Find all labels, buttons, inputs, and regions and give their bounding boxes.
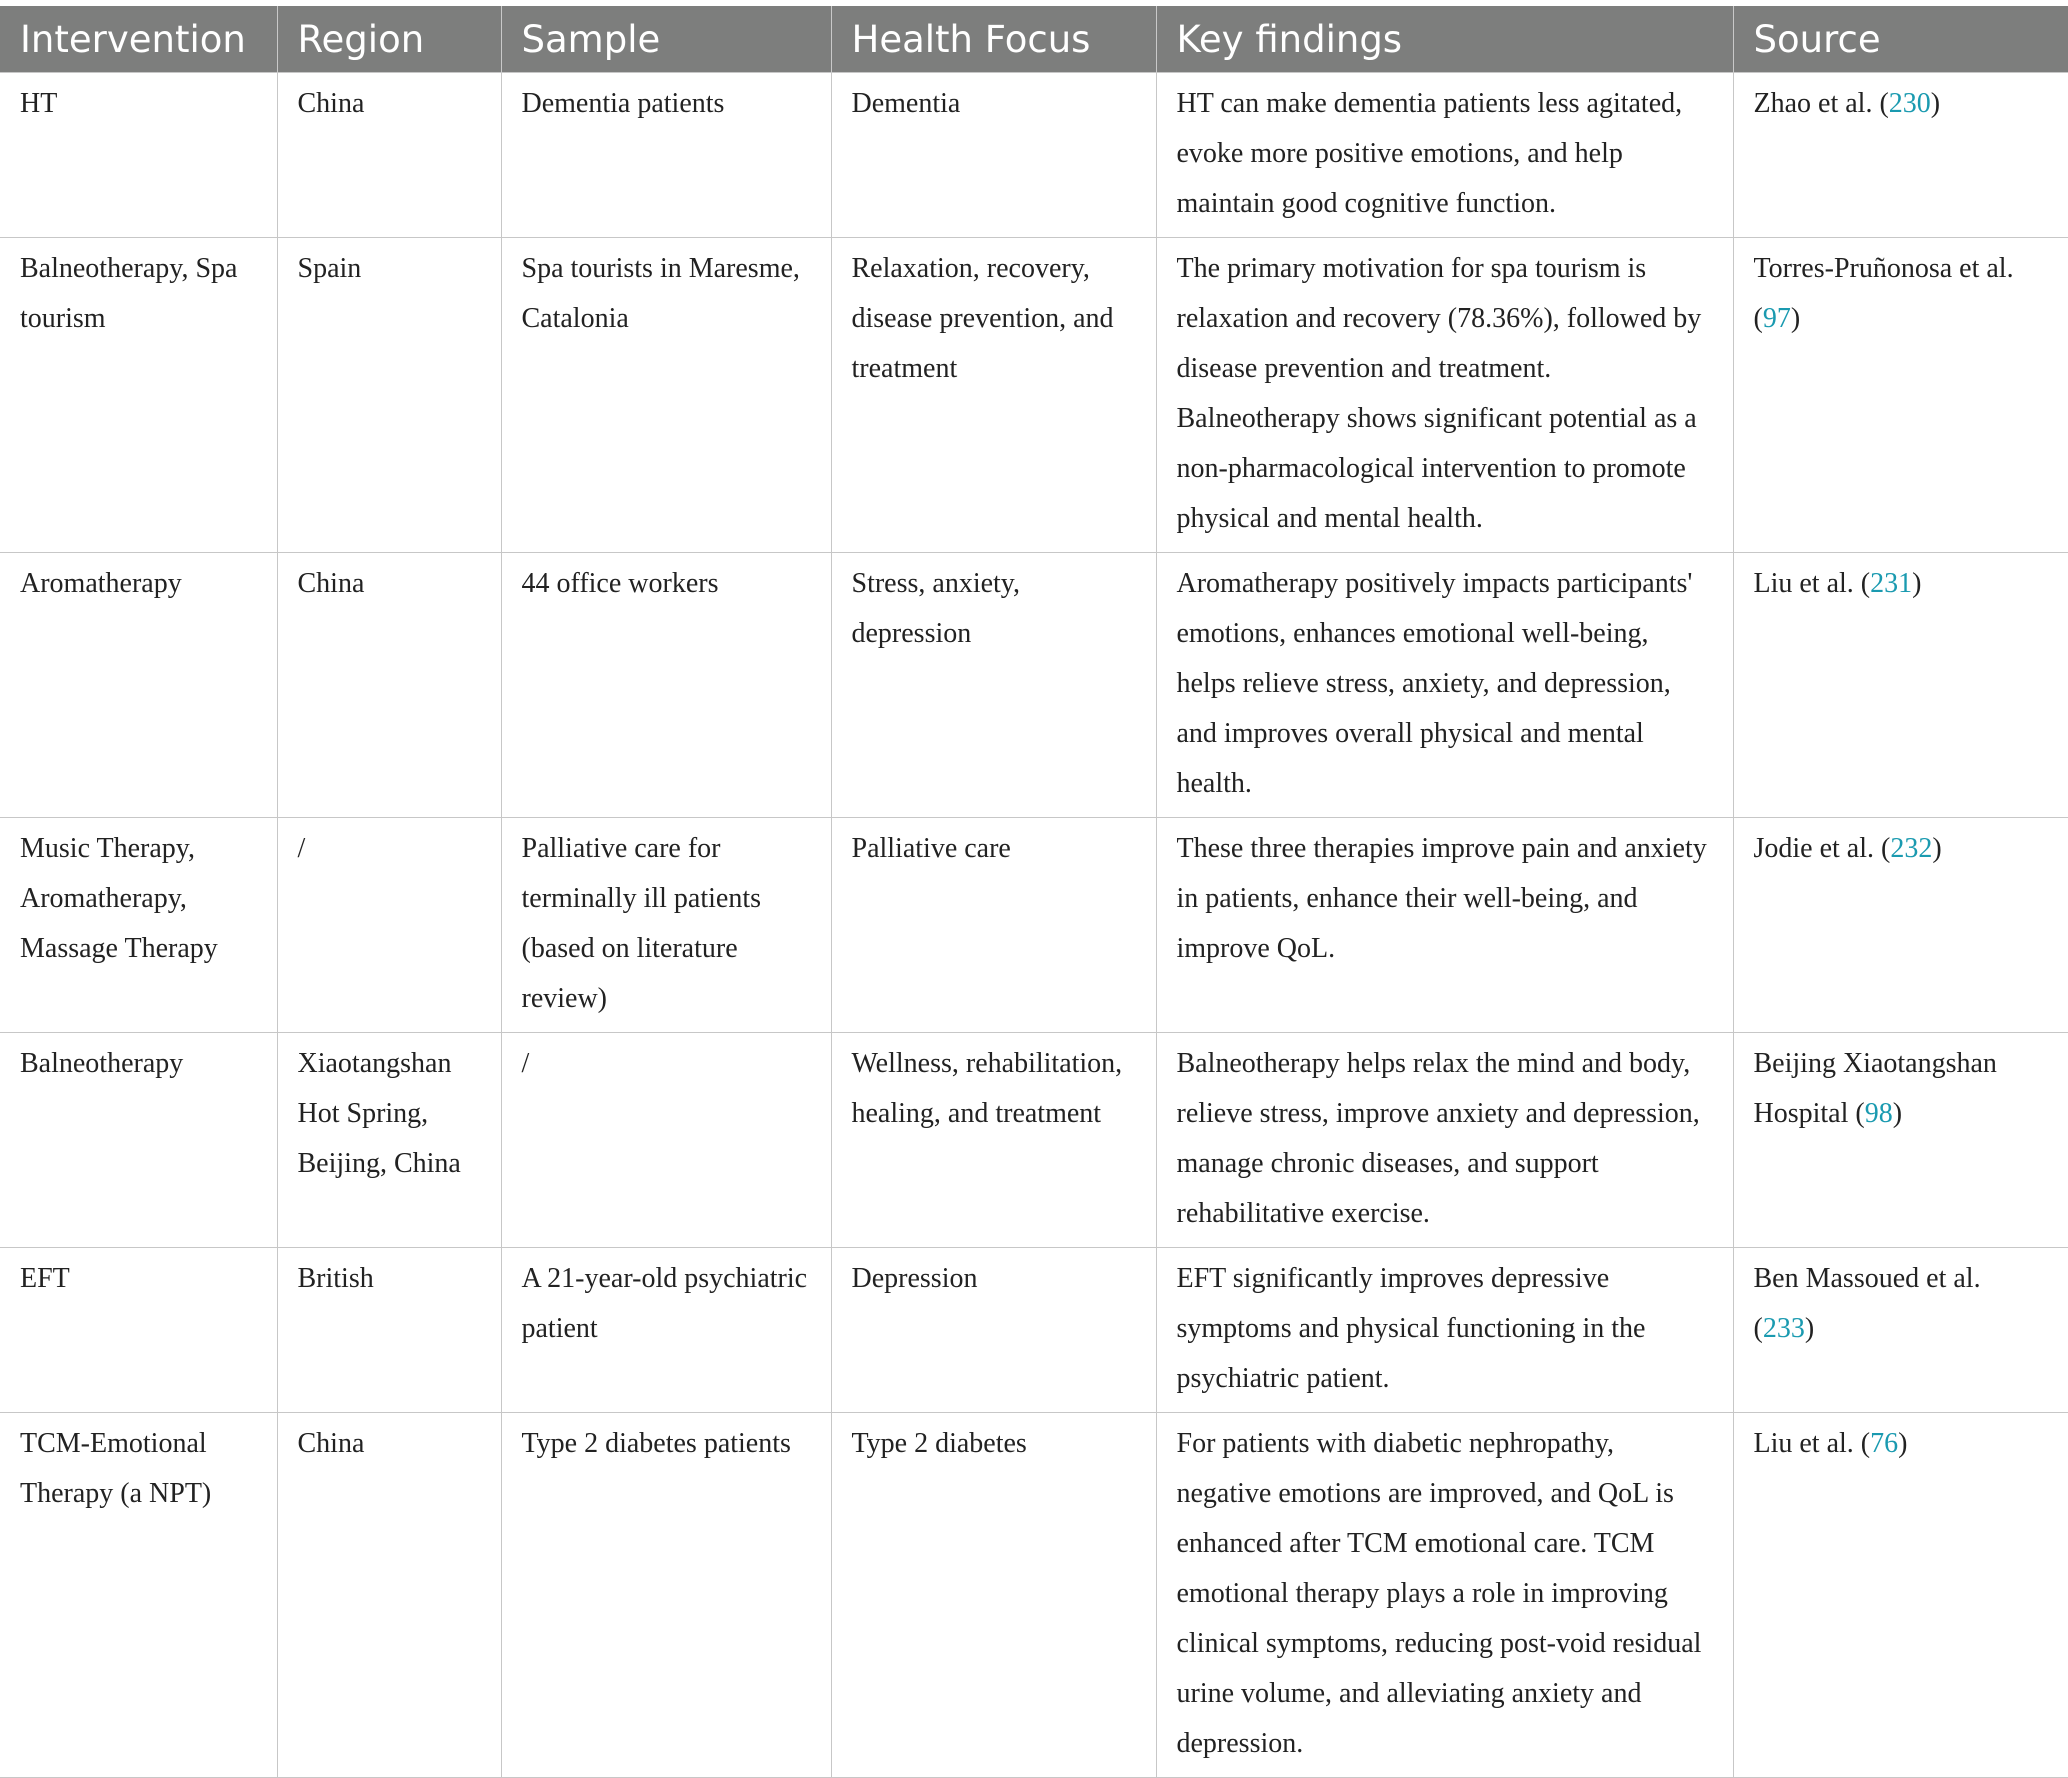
cell-key-findings: EFT significantly improves depressive symptoms and physical functioning in the psychiatric patient.	[1156, 1248, 1733, 1413]
cell-key-findings: Balneotherapy helps relax the mind and body, relieve stress, improve anxiety and depression, manage chronic diseases, and support rehabilitative exercise.	[1156, 1033, 1733, 1248]
reference-link[interactable]: 230	[1888, 88, 1931, 119]
cell-intervention: HT	[0, 73, 277, 238]
cell-sample: Dementia patients	[501, 73, 831, 238]
source-close: )	[1804, 1313, 1815, 1344]
source-close: )	[1790, 303, 1801, 334]
header-intervention: Intervention	[0, 6, 277, 73]
cell-source	[1733, 238, 2068, 553]
cell-intervention: Music Therapy, Aromatherapy, Massage Therapy	[0, 818, 277, 1033]
cell-source	[1733, 73, 2068, 238]
cell-source	[1733, 1248, 2068, 1413]
cell-intervention: Aromatherapy	[0, 553, 277, 818]
source-close: )	[1898, 1428, 1908, 1459]
cell-health-focus: Palliative care	[831, 818, 1156, 1033]
table-body	[0, 73, 2068, 1778]
table-row	[0, 818, 2068, 1033]
reference-link[interactable]: 97	[1762, 303, 1791, 334]
cell-health-focus: Type 2 diabetes	[831, 1413, 1156, 1778]
cell-key-findings: HT can make dementia patients less agitated, evoke more positive emotions, and help maintain good cognitive function.	[1156, 73, 1733, 238]
reference-link[interactable]: 76	[1870, 1428, 1899, 1459]
reference-link[interactable]: 233	[1762, 1313, 1805, 1344]
cell-source	[1733, 1413, 2068, 1778]
table-container	[0, 6, 2068, 1778]
source-close: )	[1892, 1098, 1903, 1129]
cell-region: China	[277, 1413, 501, 1778]
reference-link[interactable]: 232	[1890, 833, 1933, 864]
header-region: Region	[277, 6, 501, 73]
source-close: )	[1930, 88, 1941, 119]
cell-region: British	[277, 1248, 501, 1413]
source-text: Jodie et al. (	[1753, 833, 1891, 864]
cell-sample: Palliative care for terminally ill patients (based on literature review)	[501, 818, 831, 1033]
header-health-focus: Health Focus	[831, 6, 1156, 73]
table-row	[0, 238, 2068, 553]
cell-key-findings: Aromatherapy positively impacts participants' emotions, enhances emotional well-being, helps relieve stress, anxiety, and depression, and improves overall physical and mental health.	[1156, 553, 1733, 818]
cell-health-focus: Wellness, rehabilitation, healing, and treatment	[831, 1033, 1156, 1248]
source-text: Zhao et al. (	[1753, 88, 1889, 119]
cell-key-findings: These three therapies improve pain and anxiety in patients, enhance their well-being, and improve QoL.	[1156, 818, 1733, 1033]
cell-health-focus: Depression	[831, 1248, 1156, 1413]
cell-source	[1733, 553, 2068, 818]
cell-region: China	[277, 73, 501, 238]
table-header	[0, 6, 2068, 73]
table-row	[0, 1413, 2068, 1778]
cell-intervention: Balneotherapy	[0, 1033, 277, 1248]
header-key-findings: Key findings	[1156, 6, 1733, 73]
cell-health-focus: Stress, anxiety, depression	[831, 553, 1156, 818]
interventions-table	[0, 6, 2068, 1778]
cell-source	[1733, 1033, 2068, 1248]
source-text: Ben Massoued et al. (	[1753, 1263, 1981, 1344]
cell-sample: A 21-year-old psychiatric patient	[501, 1248, 831, 1413]
cell-intervention: EFT	[0, 1248, 277, 1413]
cell-intervention: Balneotherapy, Spa tourism	[0, 238, 277, 553]
source-text: Liu et al. (	[1753, 568, 1871, 599]
cell-health-focus: Relaxation, recovery, disease prevention, and treatment	[831, 238, 1156, 553]
cell-sample: Type 2 diabetes patients	[501, 1413, 831, 1778]
cell-region: Xiaotangshan Hot Spring, Beijing, China	[277, 1033, 501, 1248]
cell-key-findings: For patients with diabetic nephropathy, negative emotions are improved, and QoL is enhanced after TCM emotional care. TCM emotional therapy plays a role in improving clinical symptoms, reducing post-void residual urine volume, and alleviating anxiety and depression.	[1156, 1413, 1733, 1778]
table-row	[0, 73, 2068, 238]
header-source: Source	[1733, 6, 2068, 73]
cell-region: China	[277, 553, 501, 818]
cell-region: /	[277, 818, 501, 1033]
table-row	[0, 553, 2068, 818]
reference-link[interactable]: 231	[1870, 568, 1913, 599]
cell-health-focus: Dementia	[831, 73, 1156, 238]
source-close: )	[1932, 833, 1942, 864]
table-row	[0, 1033, 2068, 1248]
source-close: )	[1912, 568, 1922, 599]
cell-intervention: TCM-Emotional Therapy (a NPT)	[0, 1413, 277, 1778]
source-text: Liu et al. (	[1753, 1428, 1871, 1459]
table-row	[0, 1248, 2068, 1413]
cell-sample: /	[501, 1033, 831, 1248]
source-text: Torres-Pruñonosa et al. (	[1753, 253, 2014, 334]
source-text: Beijing Xiaotangshan Hospital (	[1753, 1048, 1997, 1129]
reference-link[interactable]: 98	[1864, 1098, 1893, 1129]
header-sample: Sample	[501, 6, 831, 73]
header-row	[0, 6, 2068, 73]
cell-key-findings: The primary motivation for spa tourism is relaxation and recovery (78.36%), followed by disease prevention and treatment. Balneotherapy shows significant potential as a non-pharmacological intervention to promote physical and mental health.	[1156, 238, 1733, 553]
cell-source	[1733, 818, 2068, 1033]
cell-sample: 44 office workers	[501, 553, 831, 818]
cell-region: Spain	[277, 238, 501, 553]
cell-sample: Spa tourists in Maresme, Catalonia	[501, 238, 831, 553]
